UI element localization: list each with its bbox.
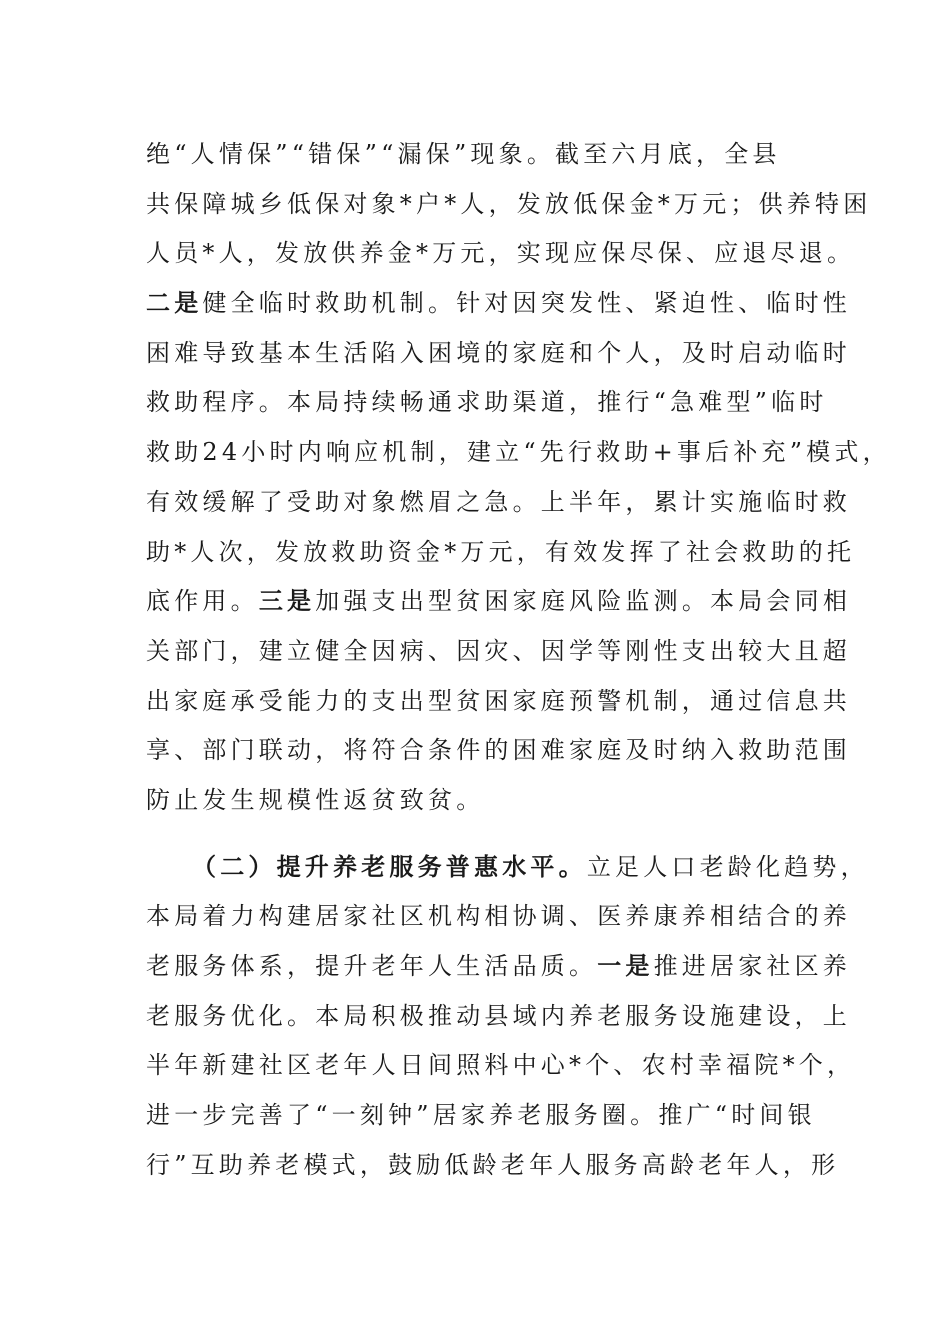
paragraph-line: 老服务优化。本局积极推动县域内养老服务设施建设，上 — [146, 1001, 851, 1030]
paragraph-line: 享、部门联动，将符合条件的困难家庭及时纳入救助范围 — [146, 736, 851, 765]
paragraph-line: 人员*人，发放供养金*万元，实现应保尽保、应退尽退。 — [146, 239, 856, 268]
paragraph-line: 困难导致基本生活陷入困境的家庭和个人，及时启动临时 — [146, 338, 851, 367]
line-text: 底作用。 — [146, 587, 259, 616]
section-heading: （二）提升养老服务普惠水平。 — [192, 852, 587, 881]
paragraph-line: 绝“人情保”“错保”“漏保”现象。截至六月底，全县 — [146, 140, 781, 168]
paragraph-line: 防止发生规模性返贫致贫。 — [146, 785, 485, 814]
line-text: 健全临时救助机制。针对因突发性、紧迫性、临时性 — [202, 289, 852, 318]
paragraph-line: 关部门，建立健全因病、因灾、因学等刚性支出较大且超 — [146, 636, 851, 665]
bold-lead: 一是 — [597, 952, 654, 980]
section-heading-line — [146, 843, 869, 893]
paragraph-line: 共保障城乡低保对象*户*人，发放低保金*万元；供养特困 — [146, 189, 872, 218]
line-text: 推进居家社区养 — [653, 952, 852, 980]
paragraph-line: 救助24小时内响应机制，建立“先行救助+事后补充”模式， — [146, 438, 891, 467]
paragraph-line: 行”互助养老模式，鼓励低龄老年人服务高龄老年人，形 — [146, 1150, 840, 1179]
line-text: 加强支出型贫困家庭风险监测。本局会同相 — [315, 587, 852, 616]
paragraph-line: 出家庭承受能力的支出型贫困家庭预警机制，通过信息共 — [146, 686, 851, 715]
bold-lead: 三是 — [258, 587, 316, 616]
line-text: 立足人口老龄化趋势， — [586, 852, 869, 881]
paragraph-line: 半年新建社区老年人日间照料中心*个、农村幸福院*个， — [146, 1051, 856, 1080]
paragraph-line — [146, 577, 852, 627]
paragraph-line: 有效缓解了受助对象燃眉之急。上半年，累计实施临时救 — [146, 487, 851, 516]
paragraph-line: 救助程序。本局持续畅通求助渠道，推行“急难型”临时 — [146, 388, 828, 417]
document-page — [146, 130, 891, 1190]
paragraph-line: 助*人次，发放救助资金*万元，有效发挥了社会救助的托 — [146, 537, 856, 566]
paragraph-line — [146, 279, 852, 329]
paragraph-line: 进一步完善了“一刻钟”居家养老服务圈。推广“时间银 — [146, 1101, 816, 1130]
paragraph-gap — [146, 826, 806, 843]
paragraph-line: 本局着力构建居家社区机构相协调、医养康养相结合的养 — [146, 902, 851, 931]
bold-lead: 二是 — [146, 289, 203, 318]
paragraph-line — [146, 942, 852, 992]
line-text: 老服务体系，提升老年人生活品质。 — [146, 952, 598, 980]
